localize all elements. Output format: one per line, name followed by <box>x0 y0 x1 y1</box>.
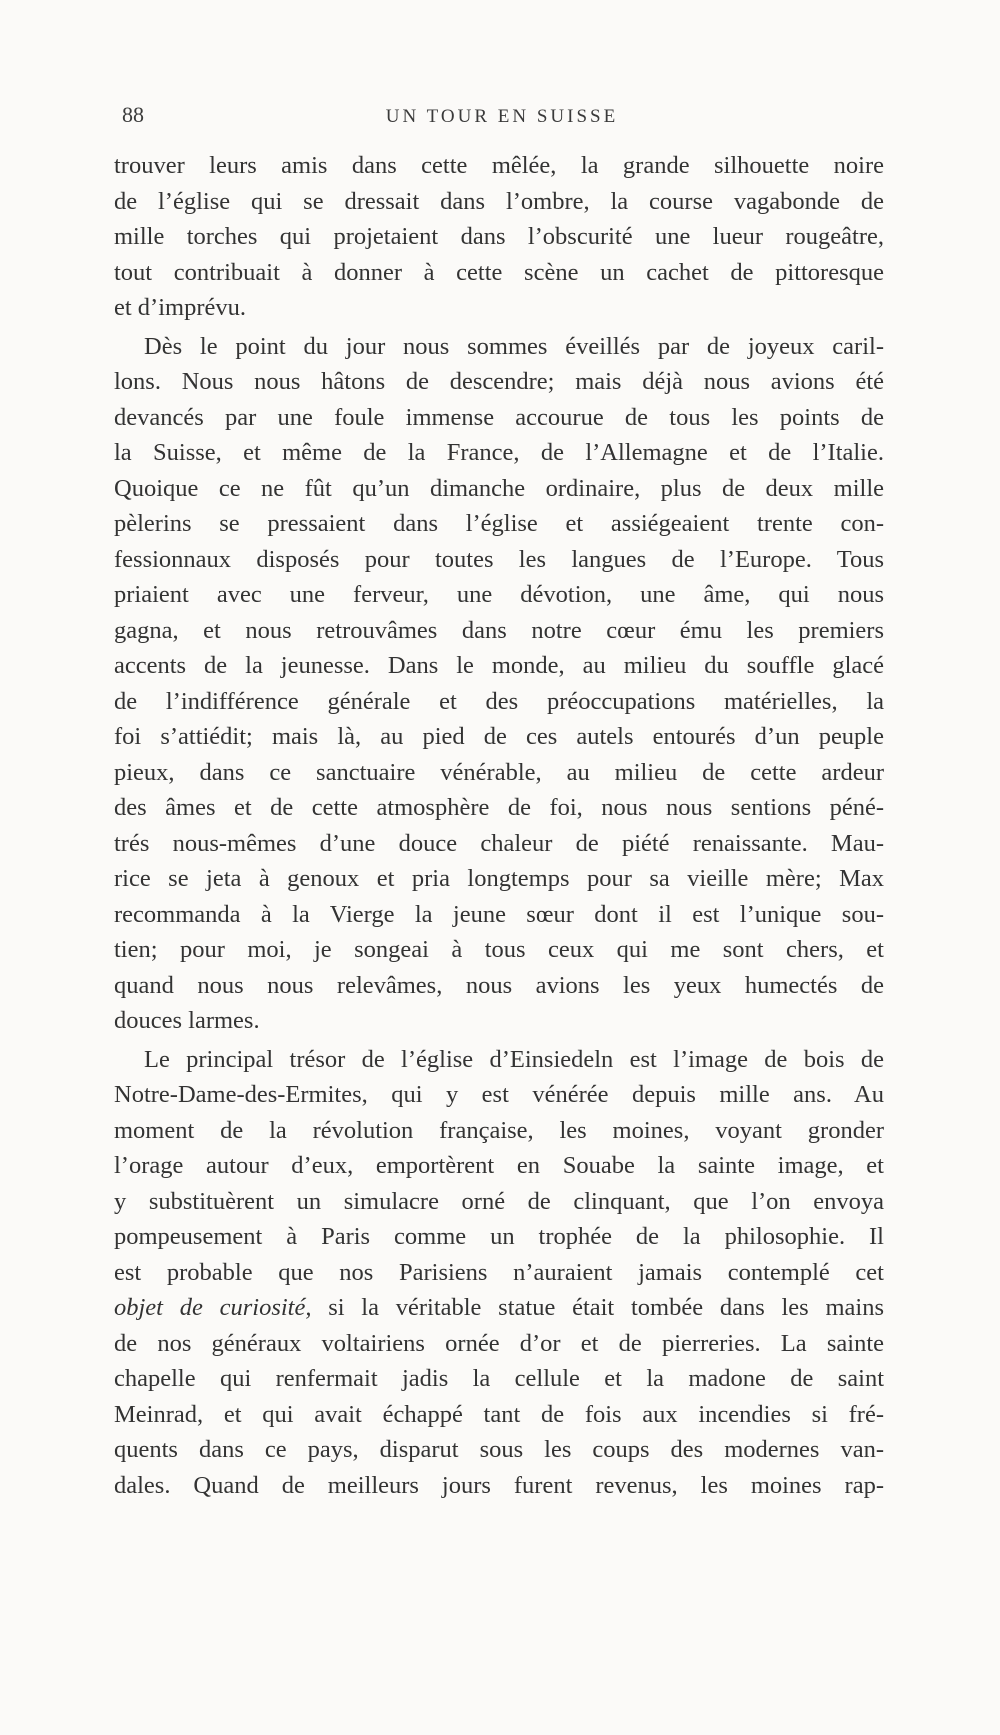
text-line: Dès le point du jour nous sommes éveillés par de joyeux caril- <box>144 332 884 360</box>
paragraph-2 <box>114 329 884 1039</box>
text-line: priaient avec une ferveur, une dévotion, une âme, qui nous <box>114 581 884 608</box>
paragraph-3 <box>114 1042 884 1504</box>
text-line: de nos généraux voltairiens ornée d’or et de pierreries. La sainte <box>114 1329 884 1357</box>
text-line: recommanda à la Vierge la jeune sœur dont il est l’unique sou- <box>114 900 884 928</box>
text-line: dales. Quand de meilleurs jours furent revenus, les moines rap- <box>114 1471 884 1499</box>
text-line: Meinrad, et qui avait échappé tant de fois aux incendies si fré- <box>114 1400 884 1428</box>
text-line: pompeusement à Paris comme un trophée de la philosophie. Il <box>114 1223 884 1250</box>
page-header <box>122 102 882 136</box>
text-line: fessionnaux disposés pour toutes les langues de l’Europe. Tous <box>114 545 884 573</box>
text-line: douces larmes. <box>114 1007 260 1034</box>
text-line: est probable que nos Parisiens n’auraient jamais contemplé cet <box>114 1258 884 1286</box>
text-line: moment de la révolution française, les moines, voyant gronder <box>114 1116 884 1144</box>
running-title: UN TOUR EN SUISSE <box>385 106 619 127</box>
text-line: l’orage autour d’eux, emportèrent en Souabe la sainte image, et <box>114 1152 884 1179</box>
text-line: quents dans ce pays, disparut sous les coups des modernes van- <box>114 1436 884 1463</box>
text-line: trés nous-mêmes d’une douce chaleur de piété renaissante. Mau- <box>114 829 884 857</box>
italic-phrase: objet de curiosité, <box>114 1294 312 1321</box>
text-line: lons. Nous nous hâtons de descendre; mais déjà nous avions été <box>114 368 884 395</box>
text-line: des âmes et de cette atmosphère de foi, nous nous sentions péné- <box>114 794 884 821</box>
text-line: mille torches qui projetaient dans l’obscurité une lueur rougeâtre, <box>114 223 884 250</box>
text-line: rice se jeta à genoux et pria longtemps pour sa vieille mère; Max <box>114 865 884 892</box>
page-number: 88 <box>122 102 144 127</box>
text-line: pieux, dans ce sanctuaire vénérable, au milieu de cette ardeur <box>114 758 884 786</box>
text-line: trouver leurs amis dans cette mêlée, la grande silhouette noire <box>114 152 884 179</box>
text-line: quand nous nous relevâmes, nous avions les yeux humectés de <box>114 971 884 999</box>
text-line: la Suisse, et même de la France, de l’Allemagne et de l’Italie. <box>114 439 884 466</box>
text-line: de l’église qui se dressait dans l’ombre, la course vagabonde de <box>114 187 884 215</box>
text-line: Quoique ce ne fût qu’un dimanche ordinaire, plus de deux mille <box>114 474 884 502</box>
text-line: chapelle qui renfermait jadis la cellule et la madone de saint <box>114 1365 884 1392</box>
text-line: Notre-Dame-des-Ermites, qui y est vénérée depuis mille ans. Au <box>114 1081 884 1108</box>
text-line: et d’imprévu. <box>114 294 246 321</box>
text-line: tout contribuait à donner à cette scène un cachet de pittoresque <box>114 258 884 286</box>
text-line-with-italic <box>114 1290 884 1326</box>
text-line: pèlerins se pressaient dans l’église et assiégeaient trente con- <box>114 510 884 537</box>
body-text <box>114 148 884 1506</box>
text-line: y substituèrent un simulacre orné de clinquant, que l’on envoya <box>114 1187 884 1215</box>
text-line: gagna, et nous retrouvâmes dans notre cœur ému les premiers <box>114 616 884 644</box>
text-line: de l’indifférence générale et des préoccupations matérielles, la <box>114 687 884 715</box>
text-line: foi s’attiédit; mais là, au pied de ces autels entourés d’un peuple <box>114 723 884 750</box>
text-line: accents de la jeunesse. Dans le monde, au milieu du souffle glacé <box>114 652 884 679</box>
line-continuation: si la véritable statue était tombée dans les mains <box>311 1294 884 1321</box>
text-line: Le principal trésor de l’église d’Einsiedeln est l’image de bois de <box>144 1045 884 1073</box>
text-line: tien; pour moi, je songeai à tous ceux qui me sont chers, et <box>114 936 884 963</box>
paragraph-1 <box>114 148 884 326</box>
text-line: devancés par une foule immense accourue de tous les points de <box>114 403 884 431</box>
